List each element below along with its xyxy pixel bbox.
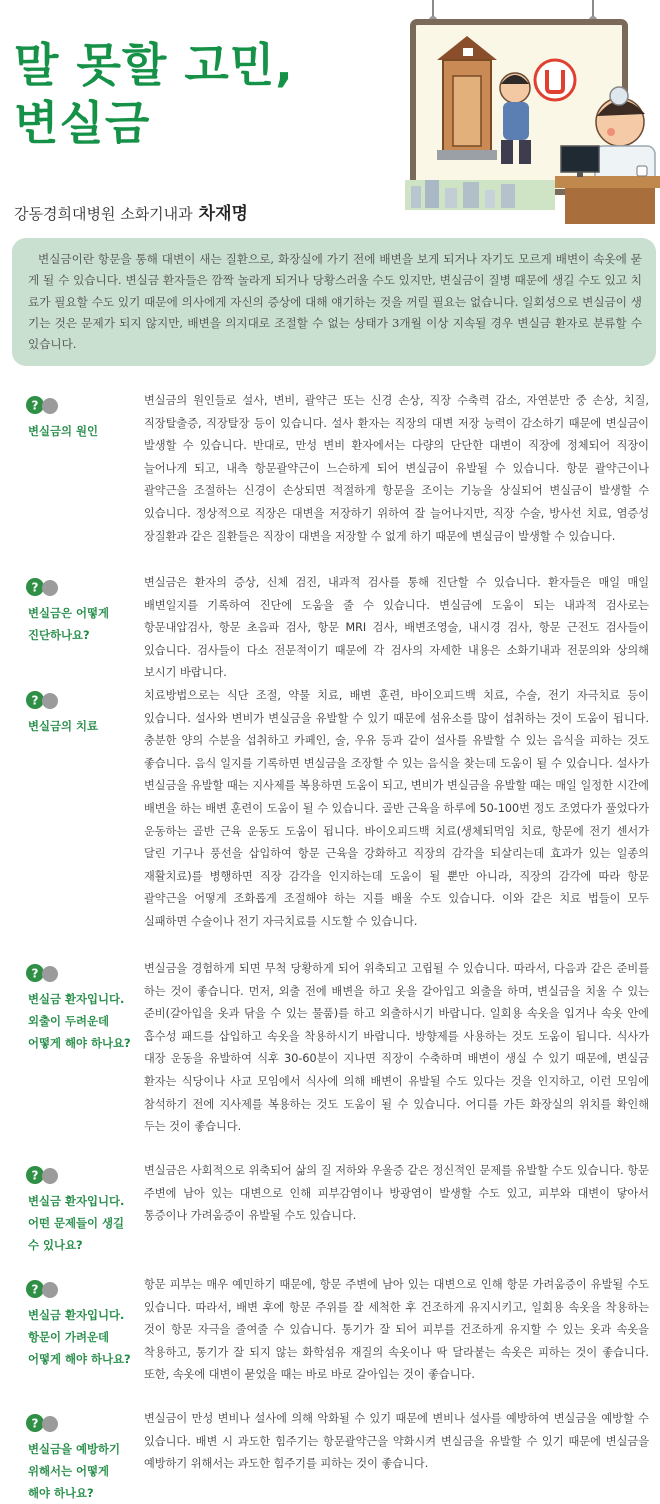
section-body: 치료방법으로는 식단 조절, 약물 치료, 배변 훈련, 바이오피드백 치료, 수술, 전기 자극치료 등이 있습니다. 설사와 변비가 변실금을 유발할 수 있기 때문에 섬유소를 많이 섭취하는 것이 도움이 됩니다. 충분한 양의 수분을 섭취하고 카페인, 술, 우유 등과 같이 설사를 유발할 수 있는 음식을 피하는 것도 좋습니다. 음식 일지를 기록하면 변실금을 조장할 수 있는 음식을 찾는데 도움이 될 수 있습니다. 설사가 변실금을 유발할 때는 지사제를 복용하면 도움이 되고, 변비가 변실금을 유발할 때는 매일 일정한 시간에 배변을 하는 배변 훈련이 도움이 될 수 있습니다. 골반 근육을 하루에 50-100번 정도 조였다가 풀었다가 운동하는 골반 근육 운동도 도움이 됩니다. 바이오피드백 치료(생체되먹임 치료, 항문에 전기 센서가 달린 기구나 풍선을 삽입하여 항문 근육을 강화하고 직장의 감각을 되살리는데 효과가 있는 일종의 재활치료)를 병행하면 직장 감각을 인지하는데 도움이 될 뿐만 아니라, 직장의 감각에 따라 항문 괄약근을 어떻게 조화롭게 조절해야 하는 지를 배울 수도 있습니다. 이와 같은 치료 법들이 모두 실패하면 수술이나 전기 자극치료를 시도할 수 있습니다. (144, 689, 649, 928)
section-label: 변실금은 어떻게 진단하나요? (28, 606, 109, 642)
page-title-line-2: 변실금 (14, 96, 151, 150)
section-label: 변실금을 예방하기 위해서는 어떻게 해야 하나요? (28, 1442, 120, 1500)
section-body: 변실금을 경험하게 되면 무척 당황하게 되어 위축되고 고립될 수 있습니다. 따라서, 다음과 같은 준비를 하는 것이 좋습니다. 먼저, 외출 전에 배변을 하고 옷을 갈아입고 외출을 하며, 변실금을 치울 수 있는 준비(갈아입을 옷과 닦을 수 있는 물품)를 하고 외출하시기 바랍니다. 일회용 속옷을 입거나 속옷 안에 흡수성 패드를 삽입하고 속옷을 착용하시기 바랍니다. 방향제를 사용하는 것도 도움이 됩니다. 식사가 대장 운동을 유발하여 식후 30-60분이 지나면 직장이 수축하며 배변이 생실 수 있기 때문에, 변실금 환자는 식당이나 사교 모임에서 식사에 의해 배변이 유발될 수도 있다는 것을 인지하고, 이런 모임에 참석하기 전에 지사제를 복용하는 것도 도움이 될 수 있습니다. 어디를 가든 화장실의 위치를 확인해 두는 것이 좋습니다. (144, 962, 649, 1134)
section-body: 변실금의 원인들로 설사, 변비, 괄약근 또는 신경 손상, 직장 수축력 감소, 자연분만 중 손상, 치질, 직장탈출증, 직장탈장 등이 있습니다. 설사 환자는 직장의 대변 저장 능력이 감소하기 때문에 변실금이 발생할 수 있습니다. 반대로, 만성 변비 환자에서는 다량의 단단한 대변이 직장에 정체되어 직장이 늘어나게 되고, 내측 항문괄약근이 느슨하게 되어 변실금이 유발될 수 있습니다. 항문 괄약근이나 괄약근을 조절하는 신경이 손상되면 적절하게 항문을 조이는 기능을 상실되어 변실금이 발생할 수 있습니다. 정상적으로 직장은 대변을 저장하기 위하여 잘 늘어나지만, 직장 수술, 방사선 치료, 염증성 장질환과 같은 질환들은 직장이 대변을 저장할 수 없게 하기 때문에 변실금이 발생할 수 있습니다. (144, 394, 649, 543)
question-mark-icon (26, 962, 60, 984)
section-body: 변실금은 사회적으로 위축되어 삶의 질 저하와 우울증 같은 정신적인 문제를 유발할 수도 있습니다. 항문 주변에 남아 있는 대변으로 인해 피부감염이나 방광염이 발생할 수도 있고, 피부와 대변이 닿아서 통증이나 가려움증이 유발될 수도 있습니다. (144, 1164, 649, 1223)
question-mark-icon (26, 576, 60, 598)
question-mark-icon (26, 1412, 60, 1434)
section-label: 변실금 환자입니다. 어떤 문제들이 생길 수 있나요? (28, 1194, 125, 1252)
svg-text:?: ? (31, 398, 39, 413)
question-mark-icon (26, 689, 60, 711)
page-title-line-1: 말 못할 고민, (14, 38, 294, 92)
question-mark-icon (26, 394, 60, 416)
section-label: 변실금의 치료 (28, 719, 98, 733)
svg-text:?: ? (31, 966, 39, 981)
doctor-patient-restroom-illustration (405, 0, 660, 225)
svg-text:?: ? (31, 1416, 39, 1431)
svg-text:?: ? (31, 1168, 39, 1183)
svg-text:?: ? (31, 580, 39, 595)
svg-text:?: ? (31, 693, 39, 708)
section-label: 변실금 환자입니다. 항문이 가려운데 어떻게 해야 하나요? (28, 1308, 131, 1366)
page-title (14, 36, 394, 152)
question-mark-icon (26, 1164, 60, 1186)
section-body: 변실금은 환자의 증상, 신체 검진, 내과적 검사를 통해 진단할 수 있습니다. 환자들은 매일 매일 배변일지를 기록하여 진단에 도움을 줄 수 있습니다. 변실금에 도움이 되는 내과적 검사로는 항문내압검사, 항문 초음파 검사, 항문 MRI 검사, 배변조영술, 내시경 검사, 항문 근전도 검사들이 있습니다. 검사들이 다소 전문적이기 때문에 각 검사의 자세한 내용은 소화기내과 전문의와 상의해 보시기 바랍니다. (144, 576, 649, 680)
author-department: 강동경희대병원 소화기내과 (14, 205, 193, 223)
intro-box: 변실금이란 항문을 통해 대변이 새는 질환으로, 화장실에 가기 전에 배변을 보게 되거나 자기도 모르게 배변이 속옷에 묻게 될 수 있습니다. 변실금 환자들은 깜짝 놀라게 되거나 당황스러울 수도 있지만, 변실금이 질병 때문에 생길 수도 있고 치료가 필요할 수도 있기 때문에 의사에게 자신의 증상에 대해 얘기하는 것을 꺼릴 필요는 없습니다. 일회성으로 변실금이 생기는 것은 문제가 되지 않지만, 배변을 의지대로 조절할 수 없는 상태가 3개월 이상 지속될 경우 변실금 환자로 분류할 수 있습니다. (12, 238, 656, 366)
section-label: 변실금의 원인 (28, 424, 98, 438)
section-body: 항문 피부는 매우 예민하기 때문에, 항문 주변에 남아 있는 대변으로 인해 항문 가려움증이 유발될 수도 있습니다. 따라서, 배변 후에 항문 주위를 잘 세척한 후 건조하게 유지시키고, 일회용 속옷을 착용하는 것이 항문 자극을 줄여줄 수 있습니다. 통기가 잘 되어 피부를 건조하게 유지할 수 있는 옷과 속옷을 착용하고, 통기가 잘 되지 않는 화학섬유 재질의 속옷이나 딱 달라붙는 속옷은 피하는 것이 좋습니다. 또한, 속옷에 대변이 묻었을 때는 바로 바로 갈아입는 것이 좋습니다. (144, 1278, 649, 1382)
author-byline (14, 199, 248, 224)
section-body: 변실금이 만성 변비나 설사에 의해 악화될 수 있기 때문에 변비나 설사를 예방하여 변실금을 예방할 수 있습니다. 배변 시 과도한 힘주기는 항문괄약근을 약화시켜 변실금을 유발할 수 있기 때문에 변실금을 예방하기 위해서는 과도한 힘주기를 피하는 것이 좋습니다. (144, 1412, 649, 1471)
section-label: 변실금 환자입니다. 외출이 두려운데 어떻게 해야 하나요? (28, 992, 131, 1050)
question-mark-icon (26, 1278, 60, 1300)
author-name: 차재명 (198, 204, 248, 224)
svg-text:?: ? (31, 1282, 39, 1297)
